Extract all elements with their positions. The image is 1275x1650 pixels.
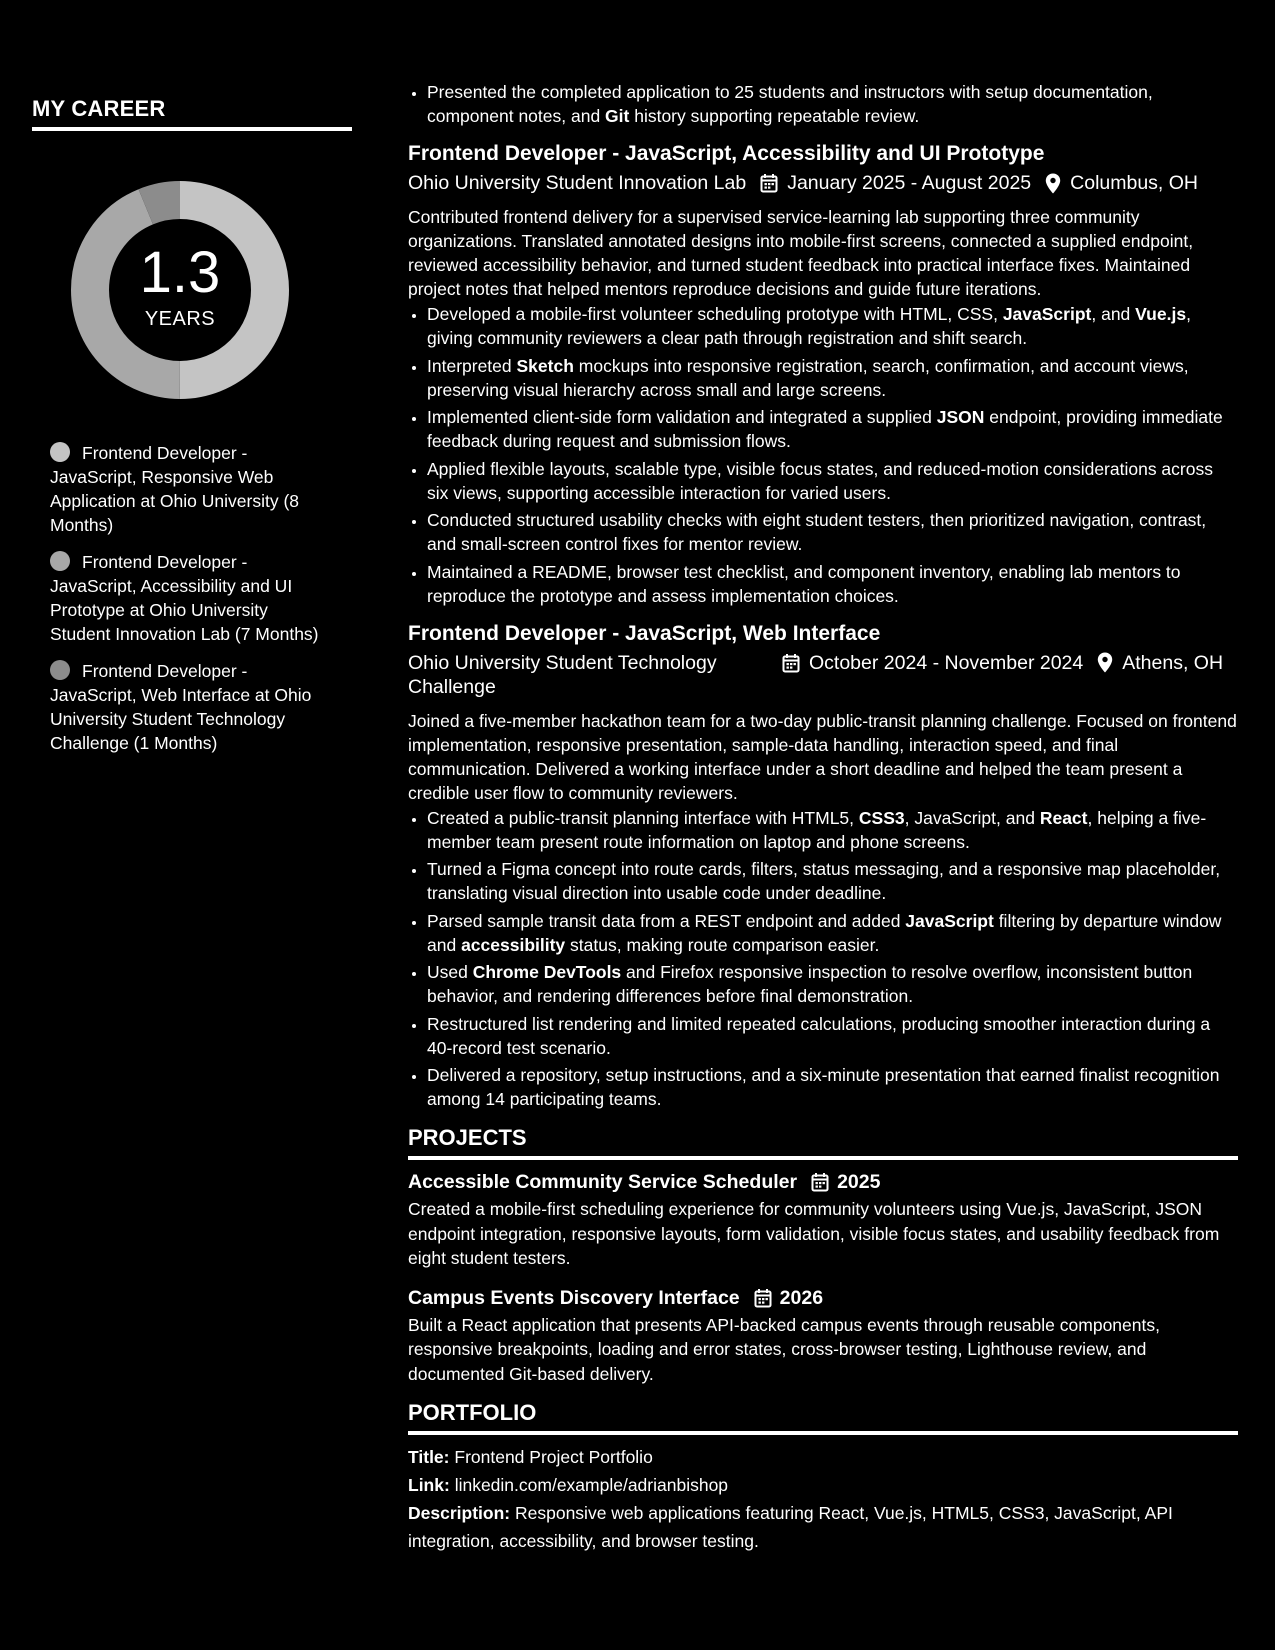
job-company: Ohio University Student Innovation Lab — [408, 172, 747, 194]
bullet-keyword: JavaScript — [1002, 304, 1092, 324]
legend-item — [50, 550, 320, 646]
bullet-item: • Conducted structured usability checks with eight student testers, then prioritized navigation, contrast, and small-screen control fixes for mentor review. — [427, 508, 1238, 556]
job-location — [1097, 651, 1223, 675]
legend-label: Frontend Developer - JavaScript, Responsive Web Application at Ohio University (8 Months) — [50, 443, 299, 535]
portfolio-link-row — [408, 1471, 1238, 1499]
main-column — [408, 80, 1238, 1555]
portfolio-description-row — [408, 1499, 1238, 1555]
calendar-icon — [760, 173, 778, 193]
career-sidebar — [32, 96, 352, 768]
portfolio-heading: PORTFOLIO — [408, 1400, 537, 1425]
portfolio-details — [408, 1443, 1238, 1555]
project-name: Campus Events Discovery Interface — [408, 1286, 740, 1309]
map-pin-icon — [1045, 173, 1061, 194]
career-legend — [50, 441, 320, 755]
legend-dot — [50, 442, 70, 462]
project-year — [811, 1169, 880, 1195]
calendar-icon — [754, 1288, 772, 1308]
project-description: Created a mobile-first scheduling experience for community volunteers using Vue.js, JavaScript, JSON endpoint integration, responsive layouts, form validation, visible focus states, and usability feedback from eight student testers. — [408, 1199, 1220, 1268]
total-years-value: 1.3 — [139, 239, 221, 305]
projects-heading: PROJECTS — [408, 1125, 527, 1150]
bullet-keyword: Chrome DevTools — [472, 962, 622, 982]
job-meta — [408, 651, 1238, 699]
portfolio-description: Responsive web applications featuring React, Vue.js, HTML5, CSS3, JavaScript, API integration, accessibility, and browser testing. — [408, 1503, 1173, 1551]
project-entry — [408, 1285, 1238, 1387]
job-location-text: Athens, OH — [1122, 651, 1224, 674]
previous-job-bullets — [408, 80, 1238, 128]
bullet-keyword: Git — [605, 106, 630, 126]
job-title: Frontend Developer - JavaScript, Web Interface — [408, 621, 881, 645]
bullet-item: • Used Chrome DevTools and Firefox responsive inspection to resolve overflow, inconsistent button behavior, and rendering differences before final demonstration. — [427, 960, 1238, 1008]
bullet-item: • Created a public-transit planning interface with HTML5, CSS3, JavaScript, and React, helping a five-member team present route information on laptop and phone screens. — [427, 806, 1238, 854]
bullet-item: • Implemented client-side form validation and integrated a supplied JSON endpoint, providing immediate feedback during request and submission flows. — [427, 405, 1238, 453]
job-dates-text: October 2024 - November 2024 — [809, 651, 1084, 674]
job-meta — [408, 171, 1238, 195]
job-dates-text: January 2025 - August 2025 — [787, 172, 1032, 194]
career-heading: MY CAREER — [32, 96, 166, 121]
project-year — [754, 1285, 823, 1311]
job-dates — [760, 171, 1031, 195]
bullet-item: • Presented the completed application to 25 students and instructors with setup documentation, component notes, and Git history supporting repeatable review. — [427, 80, 1238, 128]
project-header — [408, 1285, 1238, 1311]
calendar-icon — [811, 1172, 829, 1192]
career-heading-rule — [32, 127, 352, 131]
map-pin-icon — [1097, 652, 1113, 673]
portfolio-title: Frontend Project Portfolio — [454, 1447, 653, 1467]
portfolio-title-label: Title: — [408, 1447, 450, 1467]
project-name: Accessible Community Service Scheduler — [408, 1171, 798, 1193]
portfolio-link-label: Link: — [408, 1475, 450, 1495]
job-bullets — [408, 302, 1238, 608]
job-description: Contributed frontend delivery for a supervised service-learning lab supporting three community organizations. Translated annotated designs into mobile-first screens, connected a supplied endpoint, reviewed accessibility behavior, and turned student feedback into practical interface fixes. Maintained project notes that helped mentors reproduce decisions and guide future iterations. — [408, 207, 1194, 299]
project-entry — [408, 1169, 1238, 1271]
projects-heading-rule — [408, 1156, 1238, 1160]
legend-label: Frontend Developer - JavaScript, Web Interface at Ohio University Student Technology Challenge (1 Months) — [50, 661, 312, 753]
project-description: Built a React application that presents API-backed campus events through reusable components, responsive breakpoints, loading and error states, cross-browser testing, Lighthouse review, and documented Git-based delivery. — [408, 1314, 1160, 1384]
bullet-item: • Developed a mobile-first volunteer scheduling prototype with HTML, CSS, JavaScript, and Vue.js, giving community reviewers a clear path through registration and shift search. — [427, 302, 1238, 350]
job-entry — [408, 620, 1238, 1112]
portfolio-desc-label: Description: — [408, 1503, 511, 1523]
bullet-keyword: Vue.js — [1135, 304, 1187, 324]
portfolio-title-row — [408, 1443, 1238, 1471]
total-years-unit: YEARS — [144, 307, 216, 330]
bullet-item: • Applied flexible layouts, scalable type, visible focus states, and reduced-motion considerations across six views, supporting accessible interaction for varied users. — [427, 457, 1238, 505]
legend-dot — [50, 551, 70, 571]
bullet-keyword: accessibility — [461, 934, 566, 955]
bullet-keyword: React — [1039, 807, 1088, 828]
project-year-text: 2025 — [837, 1171, 881, 1193]
bullet-keyword: CSS3 — [858, 807, 905, 828]
legend-label: Frontend Developer - JavaScript, Accessibility and UI Prototype at Ohio University Student Innovation Lab (7 Months) — [50, 552, 319, 644]
job-description: Joined a five-member hackathon team for a two-day public-transit planning challenge. Focused on frontend implementation, responsive presentation, sample-data handling, interaction speed, and final communication. Delivered a working interface under a short deadline and helped the team present a credible user flow to community reviewers. — [408, 710, 1237, 803]
job-title: Frontend Developer - JavaScript, Accessibility and UI Prototype — [408, 142, 1045, 165]
portfolio-heading-rule — [408, 1431, 1238, 1435]
bullet-keyword: JavaScript — [905, 910, 994, 931]
job-location-text: Columbus, OH — [1070, 172, 1199, 194]
bullet-item: • Turned a Figma concept into route cards, filters, status messaging, and a responsive map placeholder, translating visual direction into usable code under deadline. — [427, 857, 1238, 905]
bullet-item: • Delivered a repository, setup instructions, and a six-minute presentation that earned finalist recognition among 14 participating teams. — [427, 1063, 1238, 1111]
job-location — [1045, 171, 1198, 195]
legend-item — [50, 659, 320, 755]
project-year-text: 2026 — [779, 1286, 824, 1309]
bullet-item: • Interpreted Sketch mockups into responsive registration, search, confirmation, and account views, preserving visual hierarchy across small and large screens. — [427, 354, 1238, 402]
bullet-item: • Restructured list rendering and limited repeated calculations, producing smoother interaction during a 40-record test scenario. — [427, 1012, 1238, 1060]
portfolio-link[interactable]: linkedin.com/example/adrianbishop — [454, 1475, 729, 1495]
project-header — [408, 1169, 1238, 1195]
job-entry — [408, 140, 1238, 608]
bullet-keyword: JSON — [936, 407, 985, 427]
legend-item — [50, 441, 320, 537]
job-bullets — [408, 806, 1238, 1112]
donut-center — [65, 175, 295, 405]
job-company: Ohio University Student Technology Challenge — [408, 651, 717, 698]
bullet-item: • Parsed sample transit data from a REST endpoint and added JavaScript filtering by departure window and accessibility status, making route comparison easier. — [427, 909, 1238, 957]
bullet-keyword: Sketch — [516, 355, 574, 376]
calendar-icon — [782, 653, 800, 673]
job-dates — [782, 651, 1083, 675]
career-donut-chart — [65, 175, 295, 405]
bullet-item: • Maintained a README, browser test checklist, and component inventory, enabling lab mentors to reproduce the prototype and assess implementation choices. — [427, 560, 1238, 608]
legend-dot — [50, 660, 70, 680]
